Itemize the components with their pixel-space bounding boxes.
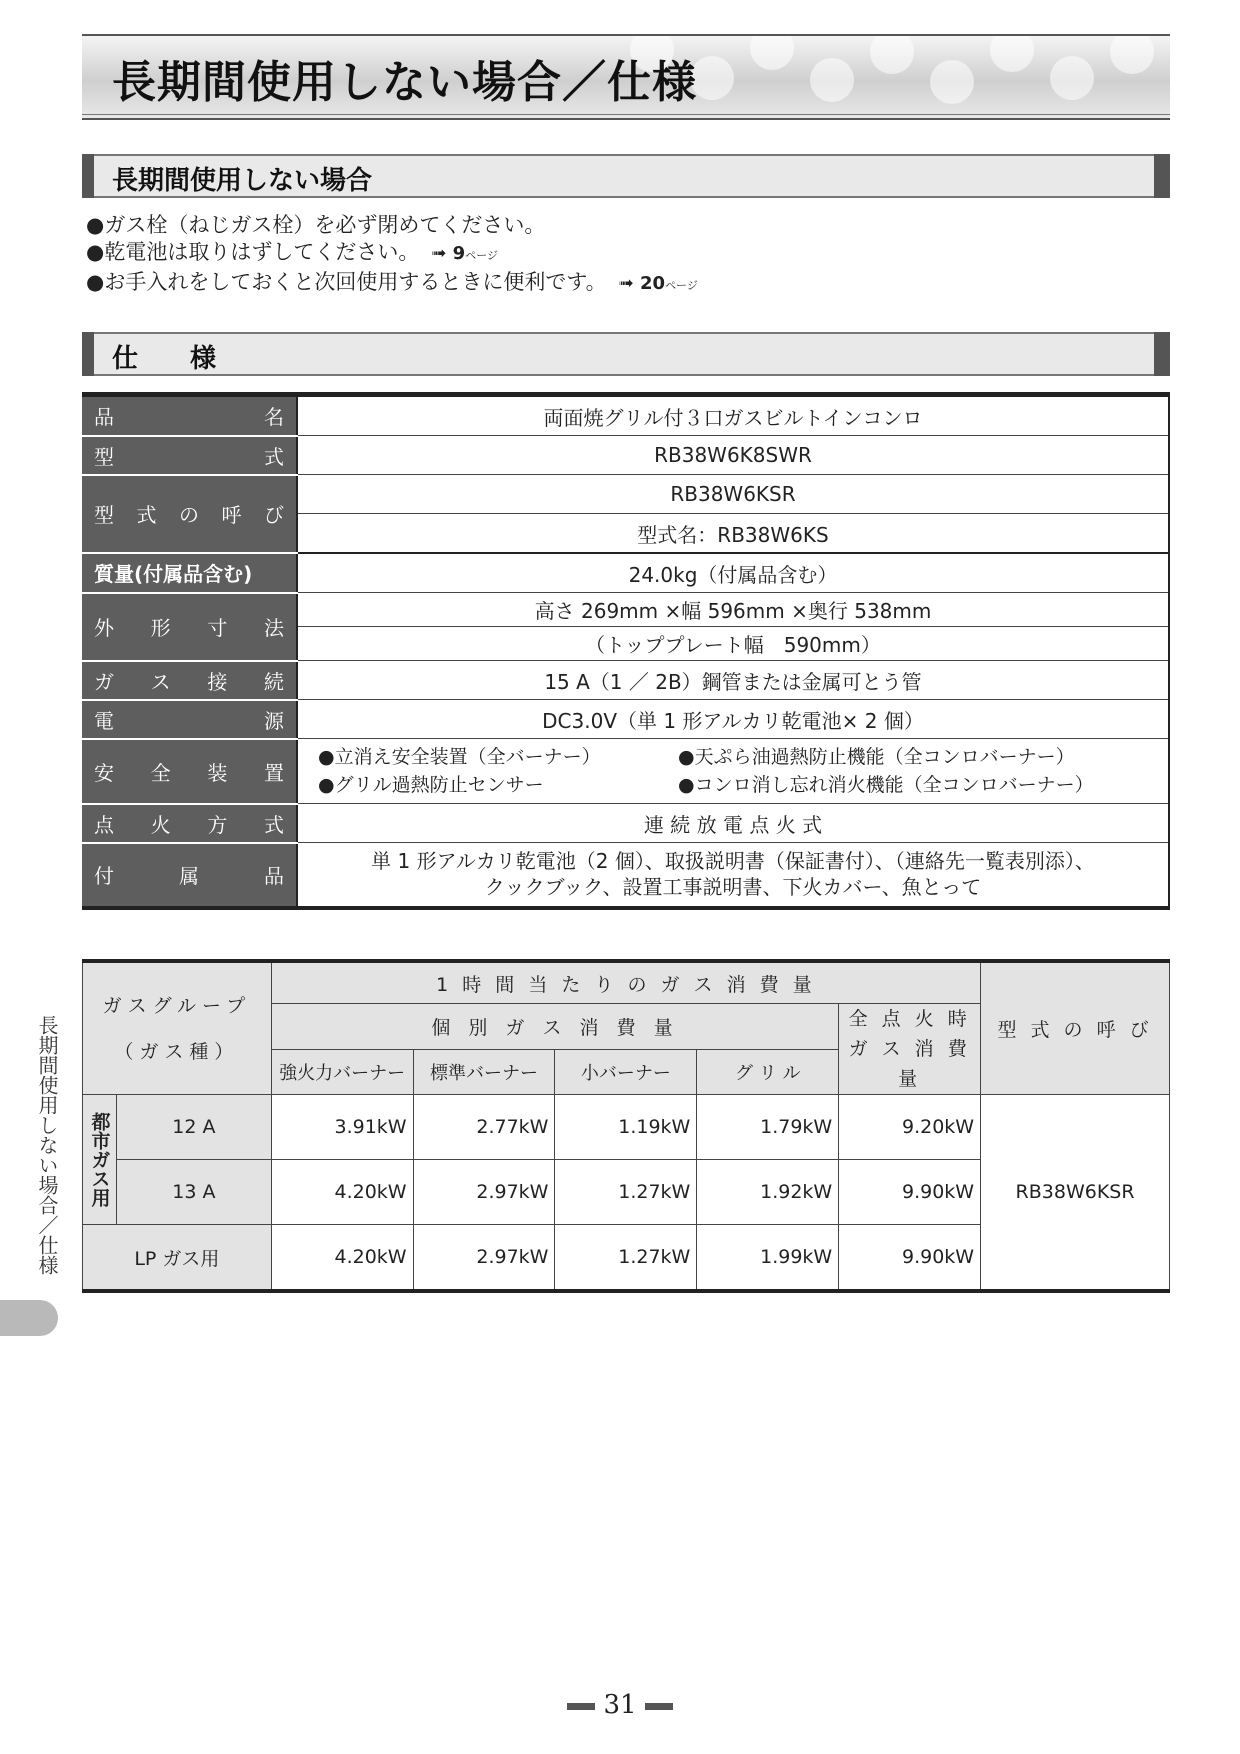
total-consumption-header: 全 点 火 時 ガ ス 消 費 量 <box>839 1004 981 1095</box>
spec-table <box>82 392 1170 910</box>
page-title: 長期間使用しない場合／仕様 <box>112 57 697 108</box>
accessory-line: クックブック、設置工事説明書、下火カバー、魚とって <box>484 875 982 900</box>
row-value: RB38W6K8SWR <box>297 436 1169 475</box>
page-header <box>82 34 1170 120</box>
row-value: 型式名：RB38W6KS <box>297 514 1169 554</box>
gas-group-header: ガスグループ （ガス種） <box>83 961 272 1095</box>
page-ref-link[interactable]: ➟ 9ページ <box>431 243 498 264</box>
table-row <box>82 661 1169 700</box>
value-cell: 1.92kW <box>697 1160 839 1225</box>
gas-type: 12 A <box>116 1095 271 1160</box>
value-cell: 1.19kW <box>555 1095 697 1160</box>
row-label: 点火方式 <box>82 804 297 843</box>
side-tab-marker <box>0 1300 58 1336</box>
row-value: 連 続 放 電 点 火 式 <box>297 804 1169 843</box>
row-value: 24.0kg（付属品含む） <box>297 553 1169 593</box>
row-label: 付属品 <box>82 843 297 908</box>
table-row <box>82 739 1169 804</box>
value-cell: 1.27kW <box>555 1225 697 1292</box>
row-label: 型式の呼び <box>82 475 297 554</box>
long-unused-list <box>86 212 698 299</box>
model-call-value: RB38W6KSR <box>981 1095 1170 1292</box>
row-label: ガス接続 <box>82 661 297 700</box>
row-value: RB38W6KSR <box>297 475 1169 514</box>
section-long-unused-title <box>82 154 1170 198</box>
value-cell: 3.91kW <box>271 1095 413 1160</box>
row-value: 15 A（1 ／ 2B）鋼管または金属可とう管 <box>297 661 1169 700</box>
table-row <box>82 593 1169 627</box>
row-value: DC3.0V（単 1 形アルカリ乾電池× 2 個） <box>297 700 1169 739</box>
side-index-tab[interactable]: 長期間使用しない場合／仕様 <box>35 1015 59 1275</box>
row-label: 質量(付属品含む) <box>82 553 297 593</box>
row-value: 両面焼グリル付３口ガスビルトインコンロ <box>297 395 1169 436</box>
value-cell: 1.27kW <box>555 1160 697 1225</box>
col-header: グ リ ル <box>697 1049 839 1095</box>
safety-item: ●立消え安全装置（全バーナー） <box>318 746 601 768</box>
row-label: 型式 <box>82 436 297 475</box>
safety-item: ●グリル過熱防止センサー <box>318 774 544 796</box>
hourly-consumption-header: 1 時 間 当 た り の ガ ス 消 費 量 <box>271 961 980 1004</box>
section-title-text: 長期間使用しない場合 <box>112 166 373 196</box>
page-number-text: 31 <box>603 1690 637 1720</box>
value-cell: 9.90kW <box>839 1225 981 1292</box>
value-cell: 9.90kW <box>839 1160 981 1225</box>
accessory-line: 単 1 形アルカリ乾電池（2 個）、取扱説明書（保証書付）、（連絡先一覧表別添）、 <box>371 849 1095 874</box>
gas-type: LP ガス用 <box>83 1225 272 1292</box>
city-gas-label: 都市ガス用 <box>83 1095 117 1225</box>
safety-item: ●天ぷら油過熱防止機能（全コンロバーナー） <box>678 746 1075 768</box>
safety-item: ●コンロ消し忘れ消火機能（全コンロバーナー） <box>678 774 1094 796</box>
gas-type: 13 A <box>116 1160 271 1225</box>
table-row <box>82 700 1169 739</box>
section-spec-title <box>82 332 1170 376</box>
row-label: 品名 <box>82 395 297 436</box>
row-value <box>297 739 1169 804</box>
value-cell: 4.20kW <box>271 1160 413 1225</box>
list-item: ●ガス栓（ねじガス栓）を必ず閉めてください。 <box>86 213 546 237</box>
page-ref-link[interactable]: ➟ 20ページ <box>618 273 698 294</box>
value-cell: 2.77kW <box>413 1095 555 1160</box>
table-row <box>82 436 1169 475</box>
section-title-text: 仕 様 <box>112 344 217 374</box>
page-number <box>0 1690 1240 1720</box>
row-value <box>297 843 1169 908</box>
row-value: （トッププレート幅 590mm） <box>297 627 1169 661</box>
value-cell: 4.20kW <box>271 1225 413 1292</box>
table-row <box>82 804 1169 843</box>
value-cell: 1.99kW <box>697 1225 839 1292</box>
row-label: 安全装置 <box>82 739 297 804</box>
table-row <box>83 1095 1170 1160</box>
col-header: 標準バーナー <box>413 1049 555 1095</box>
col-header: 小バーナー <box>555 1049 697 1095</box>
model-call-header: 型 式 の 呼 び <box>981 961 1170 1095</box>
value-cell: 9.20kW <box>839 1095 981 1160</box>
list-item: ●お手入れをしておくと次回使用するときに便利です。 ➟ 20ページ <box>86 270 698 294</box>
individual-consumption-header: 個 別 ガ ス 消 費 量 <box>271 1004 839 1050</box>
value-cell: 2.97kW <box>413 1160 555 1225</box>
header-rule <box>82 114 1170 115</box>
page-number-bar-right <box>645 1703 673 1710</box>
table-row <box>82 553 1169 593</box>
table-row <box>82 475 1169 514</box>
value-cell: 1.79kW <box>697 1095 839 1160</box>
table-row <box>82 843 1169 908</box>
row-label: 外形寸法 <box>82 593 297 661</box>
row-label: 電源 <box>82 700 297 739</box>
row-value: 高さ 269mm ×幅 596mm ×奥行 538mm <box>297 593 1169 627</box>
table-row <box>82 395 1169 436</box>
gas-consumption-table <box>82 959 1170 1293</box>
value-cell: 2.97kW <box>413 1225 555 1292</box>
list-item: ●乾電池は取りはずしてください。 ➟ 9ページ <box>86 240 498 264</box>
col-header: 強火力バーナー <box>271 1049 413 1095</box>
page-number-bar-left <box>567 1703 595 1710</box>
